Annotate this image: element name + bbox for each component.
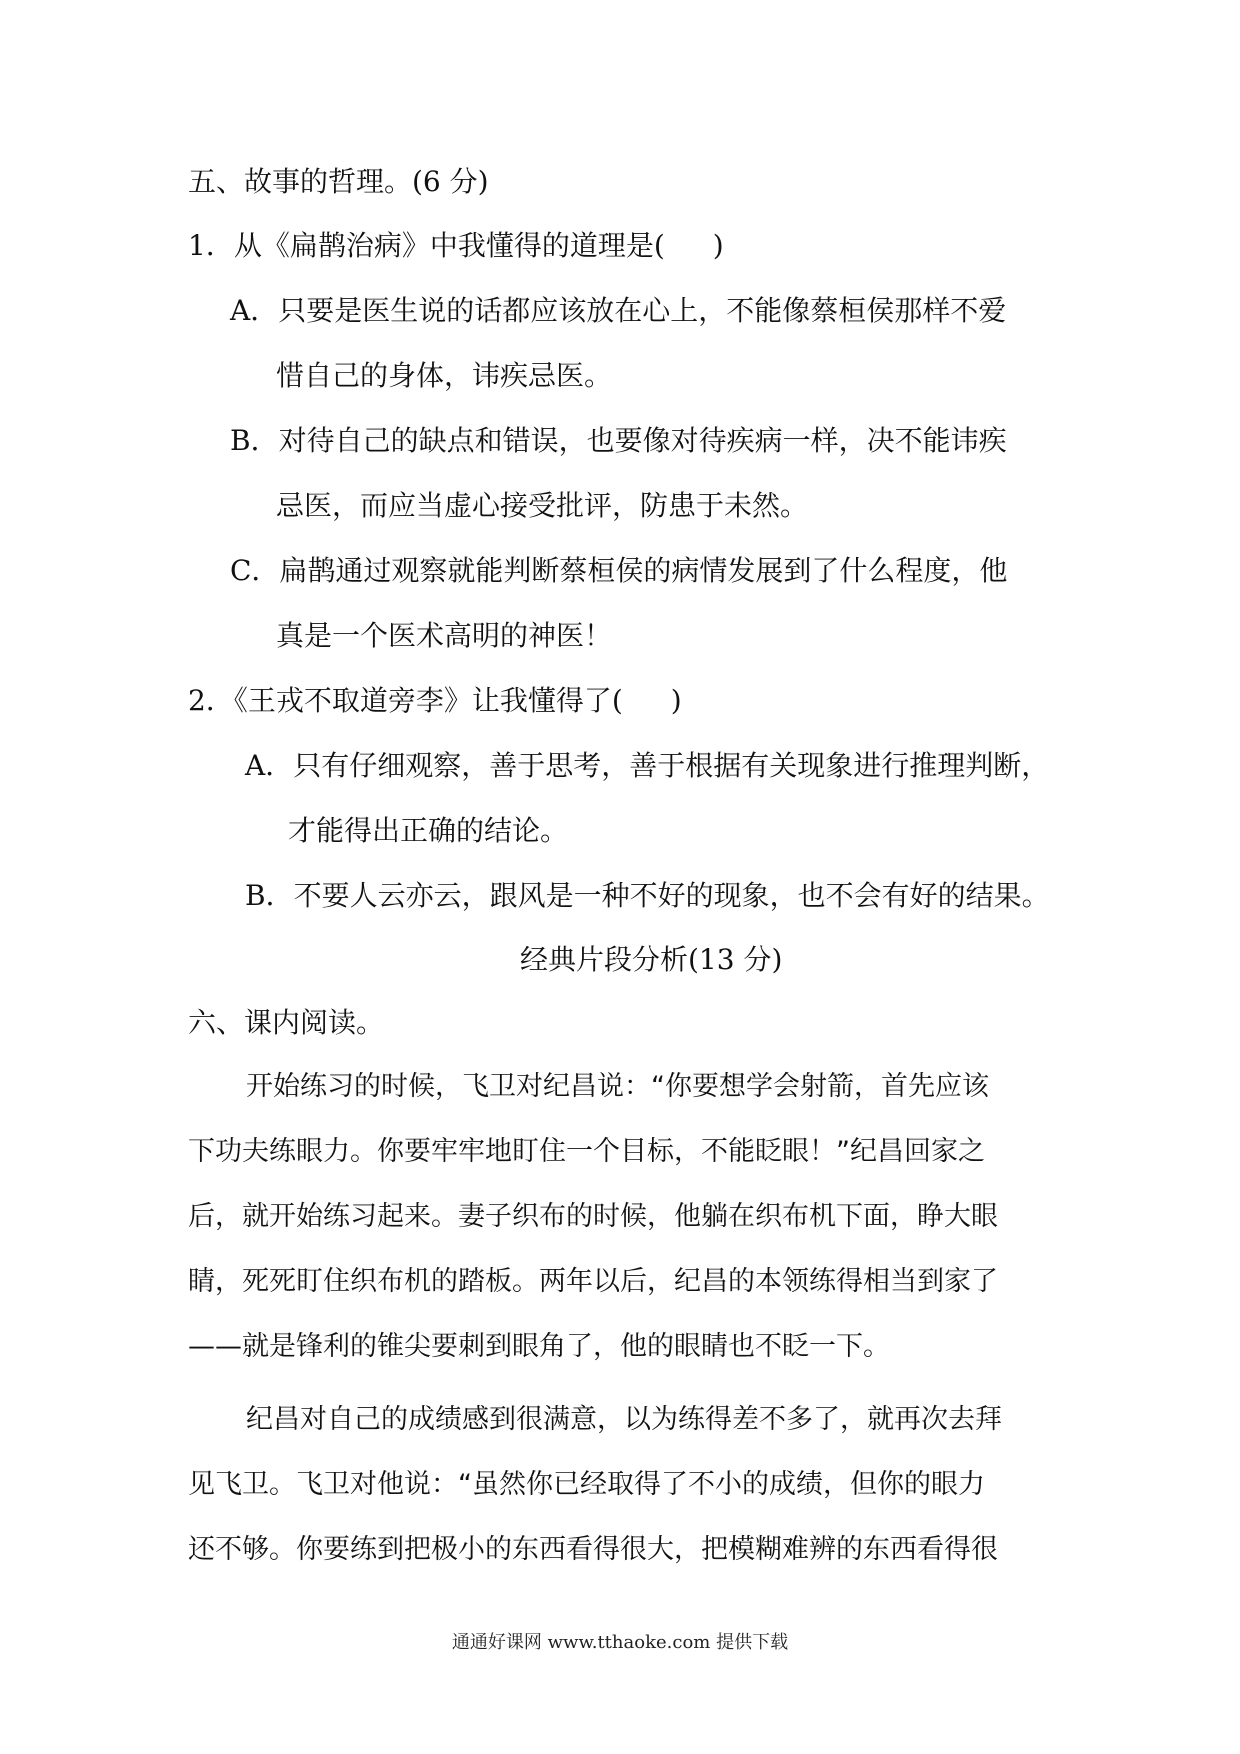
q1-option-a-line1: A．只要是医生说的话都应该放在心上，不能像蔡桓侯那样不爱 [230, 294, 1007, 327]
passage-p2-line1: 纪昌对自己的成绩感到很满意，以为练得差不多了，就再次去拜 [246, 1404, 1002, 1435]
passage-p2-line2: 见飞卫。飞卫对他说：“虽然你已经取得了不小的成绩，但你的眼力 [188, 1469, 985, 1500]
question-1 [188, 226, 724, 266]
question-2-close: ) [670, 684, 682, 717]
page-footer: 通通好课网 www.tthaoke.com 提供下载 [451, 1632, 789, 1653]
q1-option-a-line2: 惜自己的身体，讳疾忌医。 [276, 359, 613, 392]
passage-p1-line4: 睛，死死盯住织布机的踏板。两年以后，纪昌的本领练得相当到家了 [188, 1266, 998, 1297]
question-1-stem: 1．从《扁鹊治病》中我懂得的道理是( [188, 229, 665, 262]
q1-option-b-line2: 忌医，而应当虚心接受批评，防患于未然。 [276, 489, 809, 522]
question-2-stem: 2．《王戎不取道旁李》让我懂得了( [188, 684, 623, 717]
section-subtitle: 经典片段分析(13 分) [520, 943, 783, 976]
passage-p1-line5: ——就是锋利的锥尖要刺到眼角了，他的眼睛也不眨一下。 [188, 1331, 890, 1362]
passage-p1-line1: 开始练习的时候，飞卫对纪昌说：“你要想学会射箭，首先应该 [246, 1071, 989, 1102]
question-1-close: ) [712, 229, 724, 262]
passage-p2-line3: 还不够。你要练到把极小的东西看得很大，把模糊难辨的东西看得很 [188, 1534, 998, 1565]
section5-heading: 五、故事的哲理。(6 分) [188, 165, 489, 198]
q1-option-b-line1: B．对待自己的缺点和错误，也要像对待疾病一样，决不能讳疾 [230, 424, 1007, 457]
q2-option-a-line1: A．只有仔细观察，善于思考，善于根据有关现象进行推理判断， [245, 749, 1050, 782]
q1-option-c-line2: 真是一个医术高明的神医！ [276, 619, 613, 652]
section6-heading: 六、课内阅读。 [188, 1006, 385, 1039]
passage-p1-line2: 下功夫练眼力。你要牢牢地盯住一个目标，不能眨眼！”纪昌回家之 [188, 1136, 985, 1167]
q2-option-a-line2: 才能得出正确的结论。 [288, 814, 569, 847]
question-2 [188, 681, 682, 721]
q2-option-b-line1: B．不要人云亦云，跟风是一种不好的现象，也不会有好的结果。 [245, 879, 1050, 912]
passage-p1-line3: 后，就开始练习起来。妻子织布的时候，他躺在织布机下面，睁大眼 [188, 1201, 998, 1232]
q1-option-c-line1: C．扁鹊通过观察就能判断蔡桓侯的病情发展到了什么程度，他 [230, 554, 1008, 587]
